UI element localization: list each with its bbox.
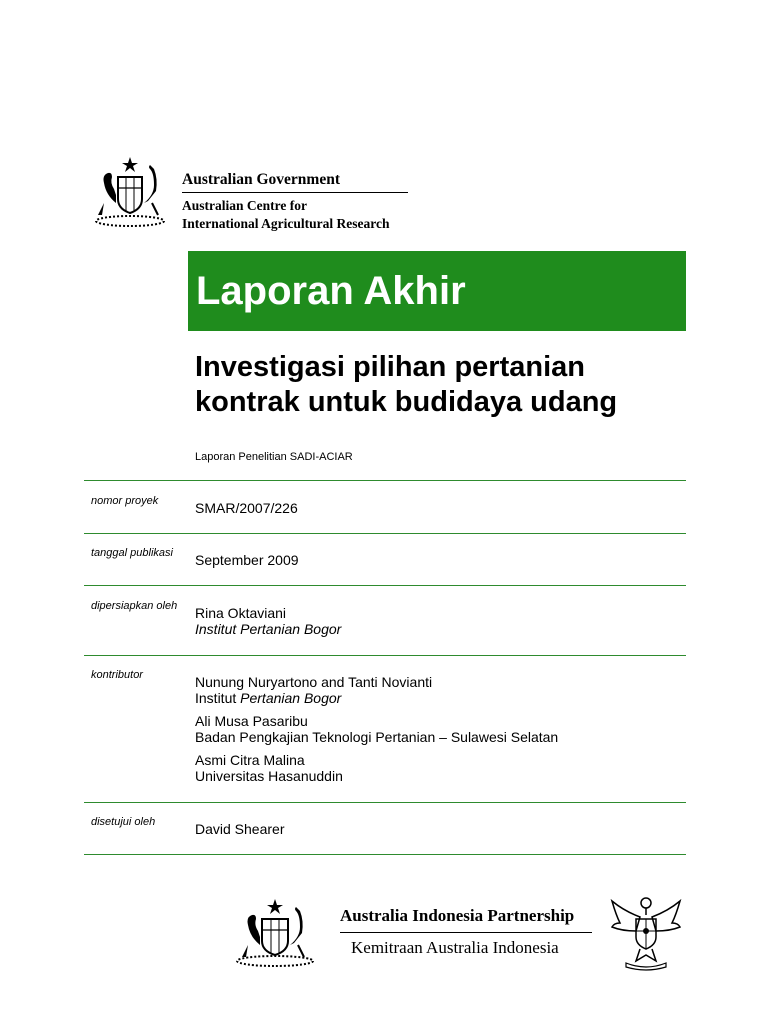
contributor-name: Asmi Citra Malina — [195, 752, 305, 768]
contributor-org-plain: Institut — [195, 690, 241, 706]
prepared-by-label: dipersiapkan oleh — [91, 600, 178, 612]
coat-of-arms-icon — [88, 155, 173, 230]
subtitle-line2: kontrak untuk budidaya udang — [195, 386, 618, 418]
aciar-name-line2: International Agricultural Research — [182, 216, 390, 231]
contributor-org: Universitas Hasanuddin — [195, 768, 343, 784]
publication-date-label: tanggal publikasi — [91, 547, 173, 559]
partnership-title: Australia Indonesia Partnership — [340, 906, 575, 925]
table-divider — [84, 655, 686, 656]
contributor-entry — [195, 752, 343, 784]
report-subtitle — [195, 350, 675, 420]
subtitle-line1: Investigasi pilihan pertanian — [195, 351, 585, 383]
prepared-by-name: Rina Oktaviani — [195, 605, 287, 621]
table-divider — [84, 480, 686, 481]
government-title: Australian Government — [182, 171, 341, 188]
contributors-label: kontributor — [91, 669, 143, 681]
garuda-emblem-icon — [606, 893, 686, 973]
contributor-entry — [195, 674, 432, 706]
logo-divider — [182, 192, 408, 193]
table-divider — [84, 802, 686, 803]
contributor-entry — [195, 713, 558, 745]
table-divider — [84, 854, 686, 855]
coat-of-arms-icon — [228, 897, 322, 969]
table-divider — [84, 533, 686, 534]
approved-by-label: disetujui oleh — [91, 816, 156, 828]
contributor-name: Ali Musa Pasaribu — [195, 713, 308, 729]
report-title: Laporan Akhir — [196, 269, 466, 313]
contributor-org-italic: Pertanian Bogor — [240, 690, 342, 706]
prepared-by-value — [195, 605, 341, 637]
contributor-org: Badan Pengkajian Teknologi Pertanian – Sulawesi Selatan — [195, 729, 559, 745]
publication-date-value: September 2009 — [195, 552, 299, 568]
partnership-subtitle: Kemitraan Australia Indonesia — [351, 938, 559, 957]
prepared-by-org: Institut Pertanian Bogor — [195, 621, 342, 637]
title-banner — [188, 251, 686, 331]
contributor-name: Nunung Nuryartono and Tanti Novianti — [195, 674, 433, 690]
approved-by-value: David Shearer — [195, 821, 285, 837]
aciar-name-line1: Australian Centre for — [182, 198, 307, 213]
aciar-logo — [88, 155, 410, 235]
partnership-divider — [340, 932, 592, 933]
project-number-value: SMAR/2007/226 — [195, 500, 298, 516]
report-type: Laporan Penelitian SADI-ACIAR — [195, 451, 353, 463]
contributor-org — [195, 690, 432, 706]
project-number-label: nomor proyek — [91, 495, 159, 507]
table-divider — [84, 585, 686, 586]
